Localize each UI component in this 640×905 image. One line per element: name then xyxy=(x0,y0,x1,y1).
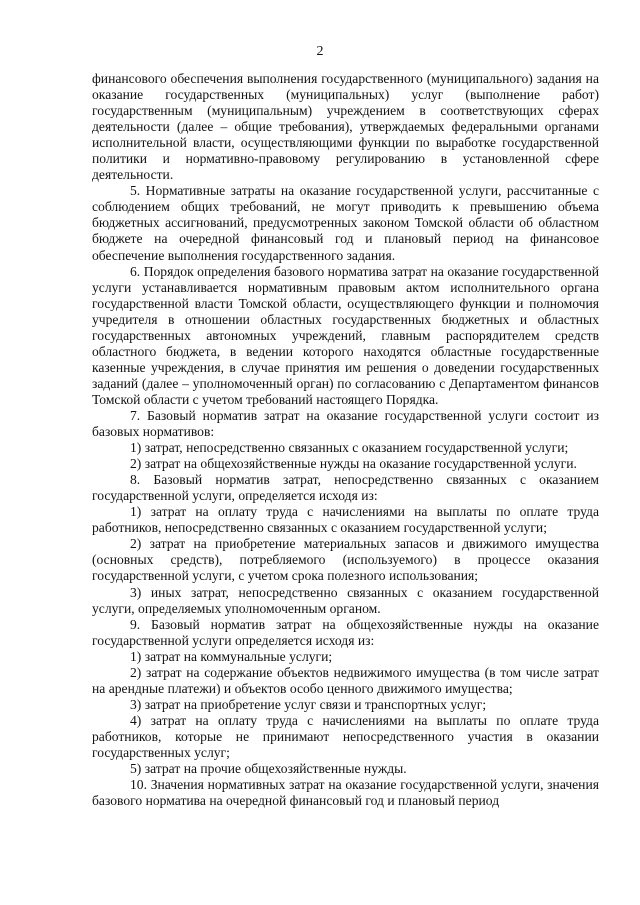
paragraph: 8. Базовый норматив затрат, непосредственно связанных с оказанием государственной услуги, определяется исходя из: xyxy=(92,472,599,504)
paragraph: 2) затрат на общехозяйственные нужды на оказание государственной услуги. xyxy=(130,456,577,472)
paragraph: 2) затрат на приобретение материальных запасов и движимого имущества (основных средств), потребляемого (используемого) в процессе оказания государственной услуги, с учетом срока полезного использования; xyxy=(92,536,599,584)
paragraph: 1) затрат, непосредственно связанных с оказанием государственной услуги; xyxy=(130,440,569,456)
paragraph: 3) затрат на приобретение услуг связи и транспортных услуг; xyxy=(130,696,487,712)
paragraph: 1) затрат на оплату труда с начислениями на выплаты по оплате труда работников, непосредственно связанных с оказанием государственной услуги; xyxy=(92,504,599,536)
paragraph: 1) затрат на коммунальные услуги; xyxy=(130,648,333,664)
paragraph: 4) затрат на оплату труда с начислениями на выплаты по оплате труда работников, которые не принимают непосредственного участия в оказании государственных услуг; xyxy=(92,712,599,760)
document-body xyxy=(92,71,599,809)
page-number: 2 xyxy=(316,44,324,59)
paragraph: 6. Порядок определения базового норматива затрат на оказание государственной услуги устанавливается нормативным правовым актом исполнительного органа государственной власти Томской области, осуществляющего функции и полномочия учредителя в отношении областных государственных бюджетных и областных государственных автономных учреждений, главным распорядителем средств областного бюджета, в ведении которого находятся областные государственные казенные учреждения, в случае принятия им решения о доведении государственных заданий (далее – уполномоченный орган) по согласованию с Департаментом финансов Томской области с учетом требований настоящего Порядка. xyxy=(92,263,599,407)
paragraph: 2) затрат на содержание объектов недвижимого имущества (в том числе затрат на арендные платежи) и объектов особо ценного движимого имущества; xyxy=(92,664,599,696)
paragraph: 3) иных затрат, непосредственно связанных с оказанием государственной услуги, определяемых уполномоченным органом. xyxy=(92,584,599,616)
paragraph: 10. Значения нормативных затрат на оказание государственной услуги, значения базового норматива на очередной финансовый год и плановый период xyxy=(92,777,599,809)
paragraph: 7. Базовый норматив затрат на оказание государственной услуги состоит из базовых нормативов: xyxy=(92,407,599,440)
paragraph: 9. Базовый норматив затрат на общехозяйственные нужды на оказание государственной услуги определяется исходя из: xyxy=(92,616,599,648)
paragraph: финансового обеспечения выполнения государственного (муниципального) задания на оказание государственных (муниципальных) услуг (выполнение работ) государственным (муниципальным) учреждением в соответствующих сферах деятельности (далее – общие требования), утверждаемых федеральными органами исполнительной власти, осуществляющими функции по выработке государственной политики и нормативно-правовому регулированию в установленной сфере деятельности. xyxy=(92,71,599,183)
paragraph: 5) затрат на прочие общехозяйственные нужды. xyxy=(130,761,407,777)
paragraph: 5. Нормативные затраты на оказание государственной услуги, рассчитанные с соблюдением общих требований, не могут приводить к превышению объема бюджетных ассигнований, предусмотренных законом Томской области об областном бюджете на очередной финансовый год и плановый период на финансовое обеспечение выполнения государственного задания. xyxy=(92,183,599,263)
